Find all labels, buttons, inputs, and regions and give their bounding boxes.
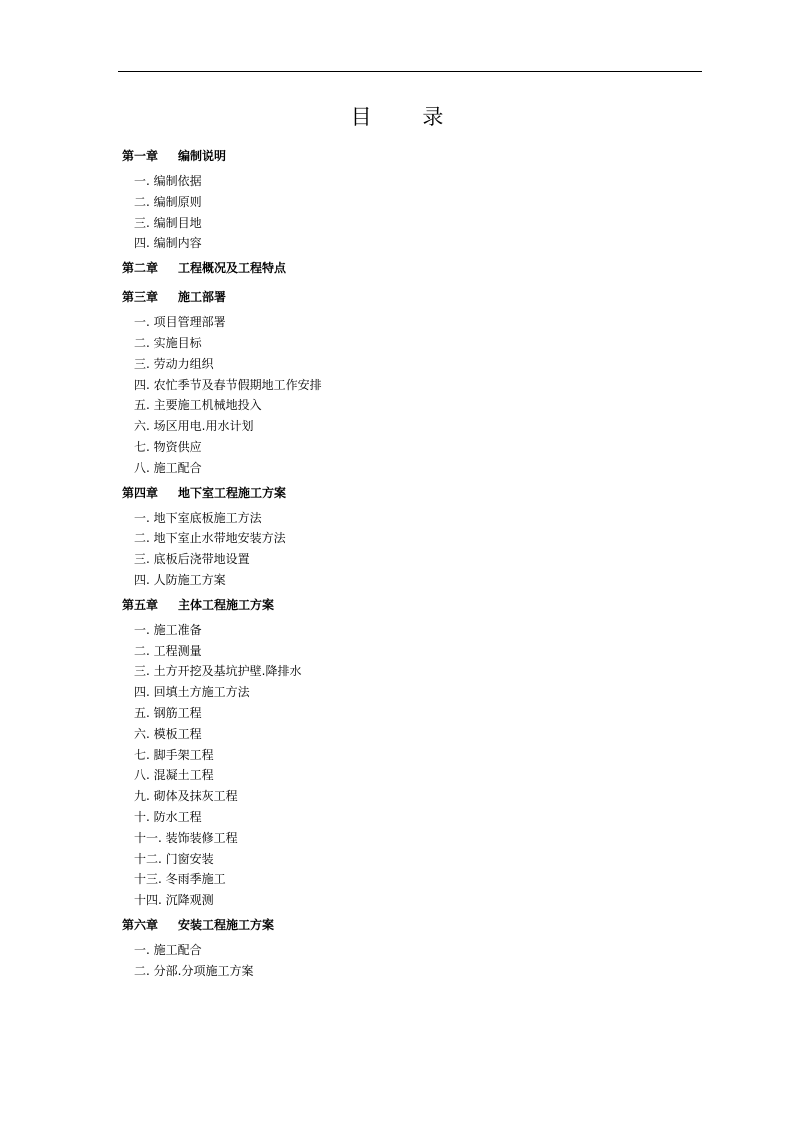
- toc-item[interactable]: 五. 钢筋工程: [134, 705, 202, 720]
- toc-item[interactable]: 一. 施工配合: [134, 942, 202, 957]
- table-of-contents: [122, 142, 702, 982]
- toc-item[interactable]: 二. 分部.分项施工方案: [134, 963, 254, 978]
- chapter-title: 工程概况及工程特点: [178, 261, 287, 276]
- toc-item[interactable]: 十四. 沉降观测: [134, 893, 214, 908]
- toc-item[interactable]: 十二. 门窗安装: [134, 851, 214, 866]
- toc-item[interactable]: 六. 模板工程: [134, 726, 202, 741]
- toc-chapter-6[interactable]: [122, 911, 702, 940]
- toc-chapter-5[interactable]: [122, 591, 702, 620]
- chapter-title: 编制说明: [178, 149, 227, 163]
- toc-item[interactable]: 八. 施工配合: [134, 460, 202, 475]
- chapter-title: 施工部署: [178, 290, 227, 305]
- toc-item[interactable]: 十一. 装饰装修工程: [134, 830, 238, 845]
- toc-chapter-4[interactable]: [122, 479, 702, 508]
- toc-item[interactable]: 三. 底板后浇带地设置: [134, 552, 250, 567]
- toc-item[interactable]: 七. 物资供应: [134, 439, 202, 454]
- toc-item[interactable]: 四. 人防施工方案: [134, 572, 226, 587]
- toc-item[interactable]: 二. 编制原则: [134, 194, 202, 209]
- toc-item[interactable]: 一. 项目管理部署: [134, 315, 226, 330]
- toc-item[interactable]: 一. 编制依据: [134, 174, 202, 188]
- toc-item[interactable]: 一. 地下室底板施工方法: [134, 510, 262, 525]
- toc-item[interactable]: 十. 防水工程: [134, 809, 202, 824]
- toc-item[interactable]: 七. 脚手架工程: [134, 747, 214, 762]
- toc-item[interactable]: 二. 工程测量: [134, 643, 202, 658]
- toc-item[interactable]: 三. 土方开挖及基坑护壁.降排水: [134, 664, 302, 679]
- chapter-number: 第三章: [122, 290, 159, 305]
- toc-item[interactable]: 四. 回填土方施工方法: [134, 685, 250, 700]
- chapter-number: 第二章: [122, 261, 159, 276]
- chapter-title: 安装工程施工方案: [178, 917, 275, 932]
- toc-chapter-1[interactable]: [122, 142, 702, 171]
- toc-item[interactable]: 六. 场区用电.用水计划: [134, 419, 254, 434]
- chapter-number: 第五章: [122, 597, 159, 612]
- chapter-number: 第一章: [122, 149, 159, 163]
- chapter-number: 第四章: [122, 485, 159, 500]
- page-title: 目 录: [350, 105, 466, 129]
- chapter-title: 地下室工程施工方案: [178, 485, 287, 500]
- toc-item[interactable]: 九. 砌体及抹灰工程: [134, 789, 238, 804]
- toc-item[interactable]: 一. 施工准备: [134, 622, 202, 637]
- header-rule: [118, 71, 702, 72]
- toc-item[interactable]: 三. 编制目地: [134, 215, 202, 230]
- toc-item[interactable]: 八. 混凝土工程: [134, 768, 214, 783]
- chapter-number: 第六章: [122, 917, 159, 932]
- toc-item[interactable]: 四. 农忙季节及春节假期地工作安排: [134, 377, 322, 392]
- toc-item[interactable]: 十三. 冬雨季施工: [134, 872, 226, 887]
- toc-item[interactable]: 五. 主要施工机械地投入: [134, 398, 262, 413]
- toc-item[interactable]: 三. 劳动力组织: [134, 356, 214, 371]
- toc-chapter-3[interactable]: [122, 283, 702, 312]
- toc-item[interactable]: 四. 编制内容: [134, 236, 202, 251]
- toc-item[interactable]: 二. 实施目标: [134, 335, 202, 350]
- toc-chapter-2[interactable]: [122, 254, 702, 283]
- chapter-title: 主体工程施工方案: [178, 597, 275, 612]
- toc-item[interactable]: 二. 地下室止水带地安装方法: [134, 531, 286, 546]
